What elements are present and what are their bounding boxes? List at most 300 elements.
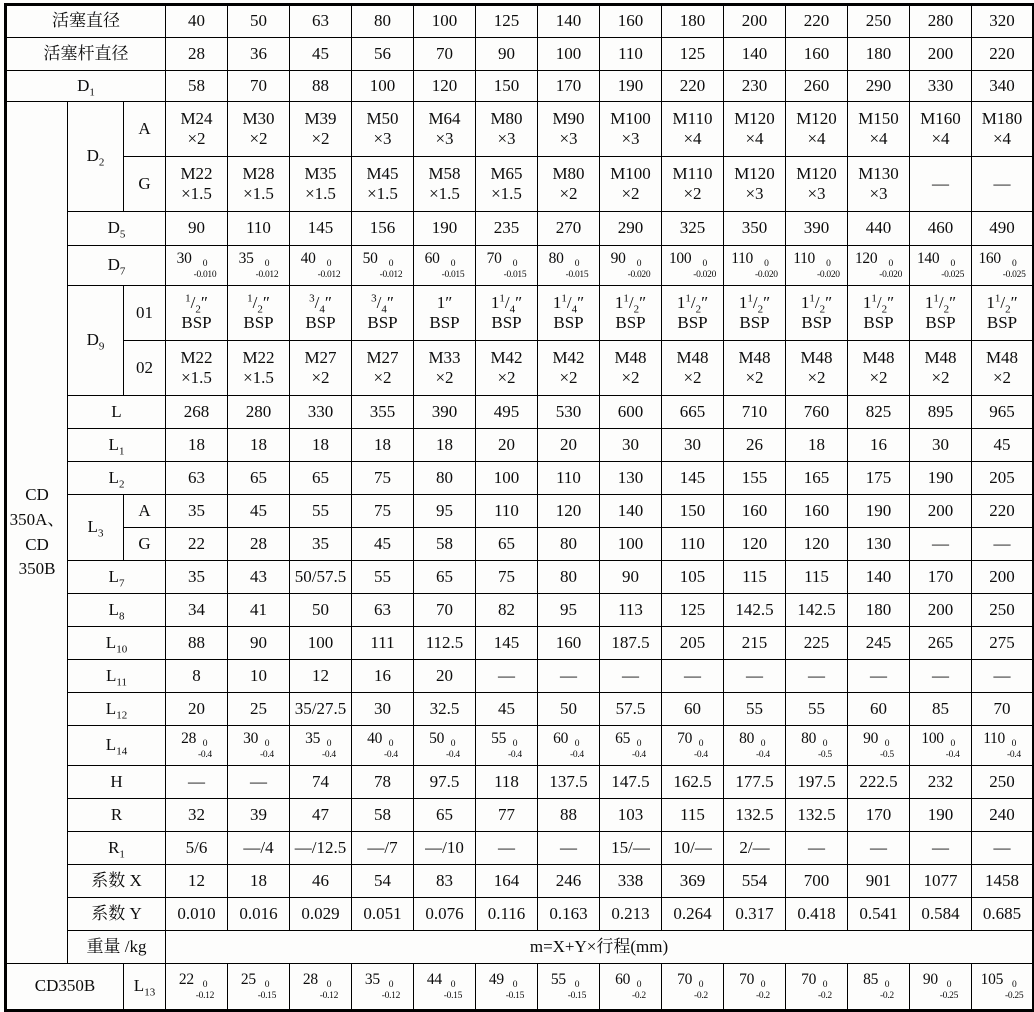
table-cell: 205	[972, 462, 1034, 495]
row-label: L	[68, 396, 166, 429]
table-cell: 90	[228, 627, 290, 660]
table-cell: 120	[786, 528, 848, 561]
table-cell: 390	[414, 396, 476, 429]
table-cell: 495	[476, 396, 538, 429]
table-cell: 340	[972, 71, 1034, 102]
table-cell: 700	[786, 865, 848, 898]
table-cell: M48 ×2	[662, 341, 724, 396]
tolerance-stack: 0 -0.5	[818, 738, 832, 760]
row-label: $L_{11}$	[68, 660, 166, 693]
tolerance-stack: 0 -0.2	[880, 979, 894, 1001]
table-cell: M27 ×2	[352, 341, 414, 396]
table-cell: 100	[600, 528, 662, 561]
table-cell: 12	[166, 865, 228, 898]
row-label: $D_9$	[68, 286, 124, 396]
table-cell: 16	[848, 429, 910, 462]
table-cell: 232	[910, 766, 972, 799]
table-cell: 8	[166, 660, 228, 693]
tolerance-stack: 0 -0.020	[817, 258, 840, 280]
table-cell: —	[848, 660, 910, 693]
table-cell: 245	[848, 627, 910, 660]
table-cell: 220	[972, 38, 1034, 71]
table-cell: 16	[352, 660, 414, 693]
row-sublabel: A	[124, 102, 166, 157]
table-cell: 60	[848, 693, 910, 726]
table-cell: 120	[538, 495, 600, 528]
table-cell: $1^1/_2''$ BSP	[662, 286, 724, 341]
table-cell: M48 ×2	[600, 341, 662, 396]
table-cell: 45	[476, 693, 538, 726]
table-cell: 200	[910, 594, 972, 627]
table-cell: 330	[910, 71, 972, 102]
table-cell: 205	[662, 627, 724, 660]
tolerance-stack: 0 -0.015	[503, 258, 527, 280]
table-cell: 80	[414, 462, 476, 495]
row-label: $D_1$	[6, 71, 166, 102]
table-cell: 110	[538, 462, 600, 495]
table-cell: 160	[786, 38, 848, 71]
table-cell: M35 ×1.5	[290, 157, 352, 212]
table-cell: 80 0 -0.5	[786, 726, 848, 766]
table-cell: 26	[724, 429, 786, 462]
table-cell: 250	[848, 5, 910, 38]
table-cell: 70	[972, 693, 1034, 726]
table-cell: 140 0 -0.025	[910, 246, 972, 286]
table-cell: 20	[414, 660, 476, 693]
table-cell: 55 0 -0.4	[476, 726, 538, 766]
table-cell: 75	[352, 462, 414, 495]
table-cell: $1^1/_2''$ BSP	[910, 286, 972, 341]
table-cell: 155	[724, 462, 786, 495]
table-cell: 112.5	[414, 627, 476, 660]
table-cell: 390	[786, 212, 848, 246]
tolerance-stack: 0 -0.12	[381, 979, 401, 1001]
table-cell: 30	[600, 429, 662, 462]
table-cell: 78	[352, 766, 414, 799]
table-cell: M42 ×2	[538, 341, 600, 396]
table-cell: M22 ×1.5	[166, 341, 228, 396]
table-cell: 240	[972, 799, 1034, 832]
table-cell: 50	[290, 594, 352, 627]
table-cell: 100	[476, 462, 538, 495]
table-cell: 57.5	[600, 693, 662, 726]
table-cell: 177.5	[724, 766, 786, 799]
table-cell: M64 ×3	[414, 102, 476, 157]
table-cell: 70 0 -0.015	[476, 246, 538, 286]
table-cell: —	[910, 660, 972, 693]
table-cell: 140	[538, 5, 600, 38]
table-cell: —	[228, 766, 290, 799]
table-cell: M90 ×3	[538, 102, 600, 157]
table-cell: 175	[848, 462, 910, 495]
table-cell: 10	[228, 660, 290, 693]
table-cell: —/12.5	[290, 832, 352, 865]
table-cell: 530	[538, 396, 600, 429]
table-cell: 120	[414, 71, 476, 102]
table-cell: $^3/_4''$ BSP	[352, 286, 414, 341]
table-cell: 0.317	[724, 898, 786, 931]
table-cell: $1^1/_4''$ BSP	[538, 286, 600, 341]
table-cell: 56	[352, 38, 414, 71]
table-cell: 265	[910, 627, 972, 660]
table-cell: 200	[910, 38, 972, 71]
table-cell: —	[848, 832, 910, 865]
table-cell: 0.016	[228, 898, 290, 931]
table-cell: —	[972, 660, 1034, 693]
table-cell: 600	[600, 396, 662, 429]
table-cell: M110 ×4	[662, 102, 724, 157]
table-cell: 0.213	[600, 898, 662, 931]
table-cell: M65 ×1.5	[476, 157, 538, 212]
tolerance-stack: 0 -0.12	[195, 979, 215, 1001]
table-cell: M33 ×2	[414, 341, 476, 396]
table-cell: 180	[662, 5, 724, 38]
table-cell: 460	[910, 212, 972, 246]
table-cell: —/10	[414, 832, 476, 865]
table-cell: 170	[910, 561, 972, 594]
table-cell: 137.5	[538, 766, 600, 799]
table-cell: M100 ×2	[600, 157, 662, 212]
tolerance-stack: 0 -0.4	[384, 738, 398, 760]
tolerance-stack: 0 -0.4	[694, 738, 708, 760]
row-label: $L_{10}$	[68, 627, 166, 660]
table-cell: 100	[538, 38, 600, 71]
table-cell: 1077	[910, 865, 972, 898]
table-cell: 760	[786, 396, 848, 429]
table-cell: M39 ×2	[290, 102, 352, 157]
table-cell: 110 0 -0.020	[786, 246, 848, 286]
row-label: $L_{13}$	[124, 964, 166, 1011]
table-cell: M120 ×3	[724, 157, 786, 212]
table-cell: 12	[290, 660, 352, 693]
table-cell: 901	[848, 865, 910, 898]
tolerance-stack: 0 -0.4	[260, 738, 274, 760]
table-cell: 100	[290, 627, 352, 660]
row-label: $R_1$	[68, 832, 166, 865]
tolerance-stack: 0 -0.4	[756, 738, 770, 760]
table-cell: M22 ×1.5	[166, 157, 228, 212]
table-cell: 35	[166, 495, 228, 528]
footer-series-label: CD350B	[6, 964, 124, 1011]
table-cell: 50 0 -0.4	[414, 726, 476, 766]
table-cell: 70	[228, 71, 290, 102]
table-cell: 145	[290, 212, 352, 246]
table-cell: 665	[662, 396, 724, 429]
table-cell: 63	[166, 462, 228, 495]
row-label: $L_8$	[68, 594, 166, 627]
table-cell: 54	[352, 865, 414, 898]
row-label: H	[68, 766, 166, 799]
table-cell: 200	[972, 561, 1034, 594]
table-cell: 18	[166, 429, 228, 462]
table-cell: —	[910, 528, 972, 561]
table-cell: 50	[538, 693, 600, 726]
table-cell: 0.029	[290, 898, 352, 931]
table-cell: —	[166, 766, 228, 799]
table-cell: 75	[476, 561, 538, 594]
table-cell: 160	[600, 5, 662, 38]
table-cell: 28 0 -0.12	[290, 964, 352, 1011]
tolerance-stack: 0 -0.010	[193, 258, 217, 280]
table-cell: 90	[166, 212, 228, 246]
table-cell: 125	[662, 594, 724, 627]
table-cell: M180 ×4	[972, 102, 1034, 157]
table-cell: —	[910, 157, 972, 212]
table-cell: 45	[352, 528, 414, 561]
table-cell: $^1/_2''$ BSP	[228, 286, 290, 341]
table-cell: M48 ×2	[972, 341, 1034, 396]
table-cell: 25	[228, 693, 290, 726]
table-cell: 60 0 -0.2	[600, 964, 662, 1011]
table-cell: M80 ×3	[476, 102, 538, 157]
table-cell: M120 ×4	[724, 102, 786, 157]
table-cell: 65 0 -0.4	[600, 726, 662, 766]
table-cell: 18	[228, 865, 290, 898]
table-cell: 65	[476, 528, 538, 561]
table-cell: 180	[848, 38, 910, 71]
table-cell: 162.5	[662, 766, 724, 799]
table-cell: 47	[290, 799, 352, 832]
table-cell: 120	[724, 528, 786, 561]
table-cell: 190	[414, 212, 476, 246]
table-cell: 1″ BSP	[414, 286, 476, 341]
table-cell: 95	[414, 495, 476, 528]
table-cell: 58	[414, 528, 476, 561]
tolerance-stack: 0 -0.2	[818, 979, 832, 1001]
tolerance-stack: 0 -0.4	[446, 738, 460, 760]
row-label: 重量 /kg	[68, 931, 166, 964]
tolerance-stack: 0 -0.25	[939, 979, 959, 1001]
table-cell: 110	[662, 528, 724, 561]
table-cell: 40	[166, 5, 228, 38]
tolerance-stack: 0 -0.012	[379, 258, 403, 280]
row-label: 系数 Y	[68, 898, 166, 931]
table-cell: 130	[848, 528, 910, 561]
table-cell: 88	[290, 71, 352, 102]
table-cell: 35/27.5	[290, 693, 352, 726]
table-cell: M80 ×2	[538, 157, 600, 212]
table-cell: —	[786, 832, 848, 865]
table-cell: 965	[972, 396, 1034, 429]
table-cell: M48 ×2	[848, 341, 910, 396]
tolerance-stack: 0 -0.15	[257, 979, 277, 1001]
table-cell: 0.116	[476, 898, 538, 931]
table-cell: 554	[724, 865, 786, 898]
table-cell: 63	[352, 594, 414, 627]
table-cell: 85 0 -0.2	[848, 964, 910, 1011]
table-cell: 65	[290, 462, 352, 495]
table-cell: 190	[910, 799, 972, 832]
table-cell: 142.5	[786, 594, 848, 627]
table-cell: 30	[662, 429, 724, 462]
row-label: $L_1$	[68, 429, 166, 462]
table-cell: 225	[786, 627, 848, 660]
table-cell: $1^1/_2''$ BSP	[848, 286, 910, 341]
table-cell: 5/6	[166, 832, 228, 865]
row-label: $L_2$	[68, 462, 166, 495]
table-cell: 113	[600, 594, 662, 627]
table-cell: 20	[166, 693, 228, 726]
tolerance-stack: 0 -0.2	[632, 979, 646, 1001]
table-cell: 30	[910, 429, 972, 462]
table-cell: —	[972, 832, 1034, 865]
table-cell: 0.163	[538, 898, 600, 931]
table-cell: 65	[414, 561, 476, 594]
tolerance-stack: 0 -0.15	[443, 979, 463, 1001]
table-cell: 825	[848, 396, 910, 429]
table-cell: 41	[228, 594, 290, 627]
table-cell: 30 0 -0.010	[166, 246, 228, 286]
row-label: 系数 X	[68, 865, 166, 898]
table-cell: 125	[476, 5, 538, 38]
table-cell: 90 0 -0.5	[848, 726, 910, 766]
tolerance-stack: 0 -0.4	[945, 738, 960, 760]
table-cell: 125	[662, 38, 724, 71]
table-cell: 0.584	[910, 898, 972, 931]
table-cell: 215	[724, 627, 786, 660]
table-cell: 55	[724, 693, 786, 726]
table-cell: 70	[414, 38, 476, 71]
table-cell: M30 ×2	[228, 102, 290, 157]
table-cell: 132.5	[724, 799, 786, 832]
table-cell: 58	[352, 799, 414, 832]
table-cell: 95	[538, 594, 600, 627]
tolerance-stack: 0 -0.2	[694, 979, 708, 1001]
table-cell: 220	[786, 5, 848, 38]
table-cell: 895	[910, 396, 972, 429]
table-cell: 80 0 -0.4	[724, 726, 786, 766]
table-cell: 190	[600, 71, 662, 102]
table-cell: 145	[662, 462, 724, 495]
table-cell: 50 0 -0.012	[352, 246, 414, 286]
table-cell: 88	[166, 627, 228, 660]
table-cell: 35 0 -0.4	[290, 726, 352, 766]
table-cell: 111	[352, 627, 414, 660]
table-cell: M28 ×1.5	[228, 157, 290, 212]
table-cell: 120 0 -0.020	[848, 246, 910, 286]
table-cell: 80	[538, 561, 600, 594]
table-cell: 110	[476, 495, 538, 528]
table-cell: 50/57.5	[290, 561, 352, 594]
table-cell: 55	[352, 561, 414, 594]
table-cell: 90	[476, 38, 538, 71]
table-cell: 250	[972, 594, 1034, 627]
table-cell: 55	[786, 693, 848, 726]
table-cell: 197.5	[786, 766, 848, 799]
table-cell: M58 ×1.5	[414, 157, 476, 212]
table-cell: 70 0 -0.2	[724, 964, 786, 1011]
table-cell: $^3/_4''$ BSP	[290, 286, 352, 341]
series-label: CD 350A、 CD 350B	[6, 102, 68, 964]
table-cell: 20	[476, 429, 538, 462]
table-cell: 140	[724, 38, 786, 71]
table-cell: 132.5	[786, 799, 848, 832]
tolerance-stack: 0 -0.012	[255, 258, 279, 280]
tolerance-stack: 0 -0.4	[570, 738, 584, 760]
table-cell: 63	[290, 5, 352, 38]
table-cell: M48 ×2	[724, 341, 786, 396]
tolerance-stack: 0 -0.020	[755, 258, 778, 280]
row-label: $L_{14}$	[68, 726, 166, 766]
table-cell: 275	[972, 627, 1034, 660]
table-cell: 115	[724, 561, 786, 594]
row-label: $L_3$	[68, 495, 124, 561]
table-cell: 97.5	[414, 766, 476, 799]
row-sublabel: 02	[124, 341, 166, 396]
tolerance-stack: 0 -0.012	[317, 258, 341, 280]
table-cell: 190	[848, 495, 910, 528]
table-cell: 130	[600, 462, 662, 495]
table-cell: 34	[166, 594, 228, 627]
table-cell: 220	[972, 495, 1034, 528]
table-cell: 115	[662, 799, 724, 832]
table-cell: 65	[228, 462, 290, 495]
table-cell: 25 0 -0.15	[228, 964, 290, 1011]
table-cell: $1^1/_2''$ BSP	[724, 286, 786, 341]
table-cell: 74	[290, 766, 352, 799]
tolerance-stack: 0 -0.015	[441, 258, 465, 280]
table-cell: 35	[290, 528, 352, 561]
table-cell: 246	[538, 865, 600, 898]
table-cell: 235	[476, 212, 538, 246]
row-sublabel: A	[124, 495, 166, 528]
row-label: $D_7$	[68, 246, 166, 286]
table-cell: 290	[600, 212, 662, 246]
tolerance-stack: 0 -0.4	[1006, 738, 1021, 760]
table-cell: 18	[786, 429, 848, 462]
table-cell: 0.418	[786, 898, 848, 931]
row-label: 活塞杆直径	[6, 38, 166, 71]
row-label: 活塞直径	[6, 5, 166, 38]
weight-formula: m=X+Y×行程(mm)	[166, 931, 1034, 964]
table-cell: 200	[910, 495, 972, 528]
table-cell: —	[972, 528, 1034, 561]
table-cell: 18	[352, 429, 414, 462]
tolerance-stack: 0 -0.15	[505, 979, 525, 1001]
table-cell: 60 0 -0.4	[538, 726, 600, 766]
table-cell: 355	[352, 396, 414, 429]
table-cell: 260	[786, 71, 848, 102]
tolerance-stack: 0 -0.25	[1005, 979, 1024, 1001]
table-cell: 0.010	[166, 898, 228, 931]
table-cell: 28	[228, 528, 290, 561]
table-cell: 49 0 -0.15	[476, 964, 538, 1011]
table-cell: 40 0 -0.4	[352, 726, 414, 766]
table-cell: 77	[476, 799, 538, 832]
table-cell: 32.5	[414, 693, 476, 726]
table-cell: 164	[476, 865, 538, 898]
table-cell: 165	[786, 462, 848, 495]
row-sublabel: G	[124, 528, 166, 561]
table-cell: M42 ×2	[476, 341, 538, 396]
table-cell: 100	[414, 5, 476, 38]
table-cell: —	[724, 660, 786, 693]
table-cell: 44 0 -0.15	[414, 964, 476, 1011]
table-cell: 270	[538, 212, 600, 246]
table-cell: —	[600, 660, 662, 693]
table-cell: 160 0 -0.025	[972, 246, 1034, 286]
table-cell: 110 0 -0.4	[972, 726, 1034, 766]
table-cell: 100 0 -0.4	[910, 726, 972, 766]
table-cell: M22 ×1.5	[228, 341, 290, 396]
tolerance-stack: 0 -0.15	[567, 979, 587, 1001]
table-cell: 160	[538, 627, 600, 660]
table-cell: —	[972, 157, 1034, 212]
table-cell: $1^1/_4''$ BSP	[476, 286, 538, 341]
table-cell: 18	[290, 429, 352, 462]
table-cell: 30	[352, 693, 414, 726]
table-cell: 187.5	[600, 627, 662, 660]
